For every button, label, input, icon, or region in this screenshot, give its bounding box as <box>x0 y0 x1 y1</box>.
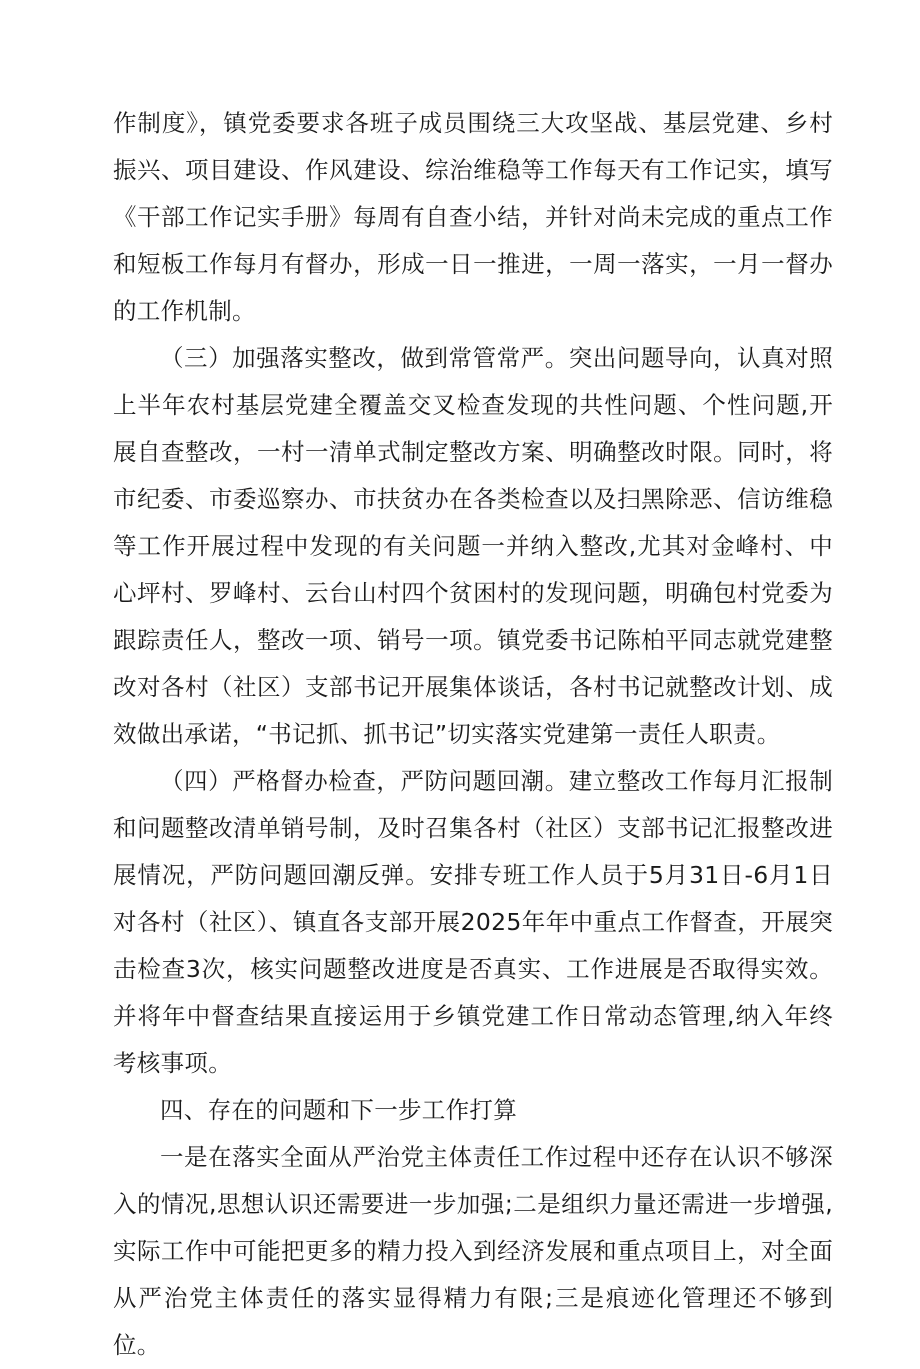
paragraph-work-system-continued: 作制度》，镇党委要求各班子成员围绕三大攻坚战、基层党建、乡村振兴、项目建设、作风建设、综治维稳等工作每天有工作记实，填写《干部工作记实手册》每周有自查小结，并针对尚未完成的重点工作和短板工作每月有督办，形成一日一推进，一周一落实，一月一督办的工作机制。 <box>113 109 833 325</box>
section-heading-problems-and-plans: 四、存在的问题和下一步工作打算 <box>160 1096 517 1124</box>
paragraph-section-four-supervision: （四）严格督办检查，严防问题回潮。建立整改工作每月汇报制和问题整改清单销号制，及时召集各村（社区）支部书记汇报整改进展情况，严防问题回潮反弹。安排专班工作人员于5月31日-6月1日对各村（社区）、镇直各支部开展2025年年中重点工作督查，开展突击检查3次，核实问题整改进度是否真实、工作进展是否取得实效。并将年中督查结果直接运用于乡镇党建工作日常动态管理,纳入年终考核事项。 <box>113 767 833 1077</box>
paragraph-existing-problems: 一是在落实全面从严治党主体责任工作过程中还存在认识不够深入的情况,思想认识还需要进一步加强;二是组织力量还需进一步增强,实际工作中可能把更多的精力投入到经济发展和重点项目上，对全面从严治党主体责任的落实显得精力有限;三是痕迹化管理还不够到位。 <box>113 1143 833 1359</box>
document-body <box>113 100 833 1369</box>
paragraph-section-three-rectification: （三）加强落实整改，做到常管常严。突出问题导向，认真对照上半年农村基层党建全覆盖交叉检查发现的共性问题、个性问题,开展自查整改，一村一清单式制定整改方案、明确整改时限。同时，将市纪委、市委巡察办、市扶贫办在各类检查以及扫黑除恶、信访维稳等工作开展过程中发现的有关问题一并纳入整改,尤其对金峰村、中心坪村、罗峰村、云台山村四个贫困村的发现问题，明确包村党委为跟踪责任人，整改一项、销号一项。镇党委书记陈柏平同志就党建整改对各村（社区）支部书记开展集体谈话，各村书记就整改计划、成效做出承诺，“书记抓、抓书记”切实落实党建第一责任人职责。 <box>113 344 833 748</box>
